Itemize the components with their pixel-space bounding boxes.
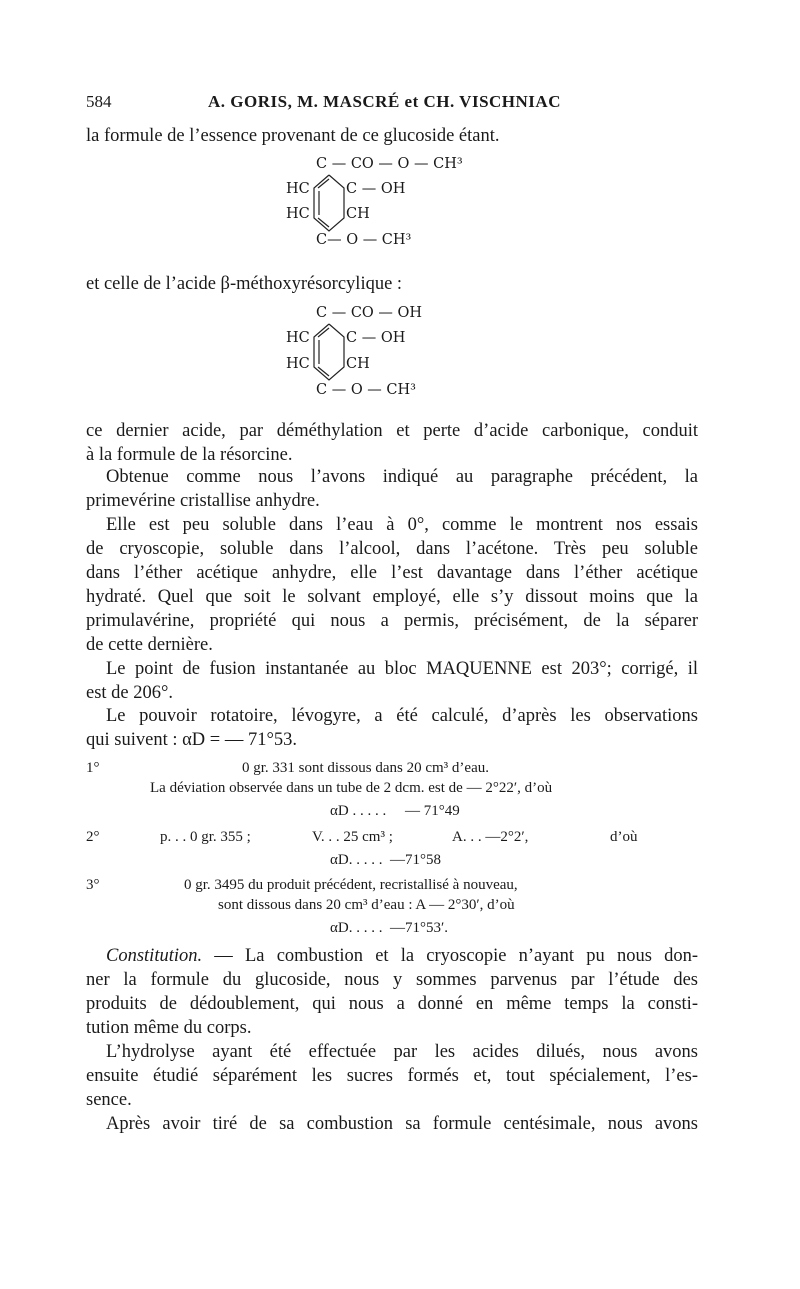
observation-number: 3° [86, 877, 100, 893]
paragraph-line: sence. [86, 1090, 132, 1110]
formula1-left-lower: HC [286, 206, 310, 222]
paragraph-line: qui suivent : αD = — 71°53. [86, 730, 297, 750]
observation-text: 0 gr. 331 sont dissous dans 20 cm³ d’eau. [242, 760, 489, 776]
observation-dou: d’où [610, 829, 638, 845]
paragraph-line: hydraté. Quel que soit le solvant employé, elle s’y dissout moins que la [86, 587, 698, 607]
paragraph-line: est de 206°. [86, 683, 174, 703]
observation-result: αD . . . . . — 71°49 [330, 803, 460, 819]
paragraph-line: ce dernier acide, par déméthylation et perte d’acide carbonique, conduit [86, 421, 698, 441]
paragraph-line: Après avoir tiré de sa combustion sa formule centésimale, nous avons [106, 1114, 698, 1134]
paragraph-line: — La combustion et la cryoscopie n’ayant pu nous don- [202, 946, 698, 966]
observation-number: 1° [86, 760, 100, 776]
page-number: 584 [86, 92, 112, 111]
constitution-label: Constitution. [106, 946, 203, 966]
observation-text: sont dissous dans 20 cm³ d’eau : A — 2°30′, d’où [218, 897, 515, 913]
constitution-first-line [106, 944, 698, 968]
intro-line: la formule de l’essence provenant de ce glucoside étant. [86, 126, 500, 146]
paragraph-line: primevérine cristallise anhydre. [86, 491, 320, 511]
formula1-bottom: C— O — CH³ [316, 232, 412, 248]
running-head-authors: A. GORIS, M. MASCRÉ et CH. VISCHNIAC [208, 92, 561, 111]
observation-p: p. . . 0 gr. 355 ; [160, 829, 251, 845]
acid-line: et celle de l’acide β-méthoxyrésorcylique : [86, 274, 403, 294]
benzene-ring-2 [310, 321, 348, 383]
formula2-left-lower: HC [286, 356, 310, 372]
formula1-right-upper: C — OH [346, 181, 406, 197]
formula2-bottom: C — O — CH³ [316, 382, 416, 398]
observation-v: V. . . 25 cm³ ; [312, 829, 393, 845]
paragraph-line: Obtenue comme nous l’avons indiqué au paragraphe précédent, la [106, 467, 698, 487]
paragraph-line: Elle est peu soluble dans l’eau à 0°, comme le montrent nos essais [106, 515, 698, 535]
observation-result: αD. . . . . —71°58 [330, 852, 441, 868]
paragraph-line: Le pouvoir rotatoire, lévogyre, a été calculé, d’après les observations [106, 706, 698, 726]
observation-text: La déviation observée dans un tube de 2 dcm. est de — 2°22′, d’où [150, 780, 553, 796]
paragraph-line: L’hydrolyse ayant été effectuée par les acides dilués, nous avons [106, 1042, 698, 1062]
observation-result: αD. . . . . —71°53′. [330, 920, 448, 936]
paragraph-line: dans l’éther acétique anhydre, elle l’est davantage dans l’éther acétique [86, 563, 698, 583]
paragraph-line: à la formule de la résorcine. [86, 445, 293, 465]
formula1-top: C — CO — O — CH³ [316, 156, 463, 172]
observation-text: 0 gr. 3495 du produit précédent, recristallisé à nouveau, [184, 877, 518, 893]
observation-a: A. . . —2°2′, [452, 829, 529, 845]
formula1-right-lower: CH [346, 206, 370, 222]
formula2-right-upper: C — OH [346, 330, 406, 346]
paragraph-line: de cryoscopie, soluble dans l’alcool, dans l’acétone. Très peu soluble [86, 539, 698, 559]
paragraph-line: de cette dernière. [86, 635, 213, 655]
formula2-top: C — CO — OH [316, 305, 423, 321]
observation-number: 2° [86, 829, 100, 845]
paragraph-line: primulavérine, propriété qui nous a permis, précisément, de la séparer [86, 611, 698, 631]
paragraph-line: ner la formule du glucoside, nous y sommes parvenus par l’étude des [86, 970, 698, 990]
formula2-left-upper: HC [286, 330, 310, 346]
paragraph-line: produits de dédoublement, qui nous a donné en même temps la consti- [86, 994, 698, 1014]
paragraph-line: Le point de fusion instantanée au bloc MAQUENNE est 203°; corrigé, il [106, 659, 698, 679]
paragraph-line: tution même du corps. [86, 1018, 252, 1038]
formula1-left-upper: HC [286, 181, 310, 197]
benzene-ring-1 [310, 172, 348, 234]
formula2-right-lower: CH [346, 356, 370, 372]
paragraph-line: ensuite étudié séparément les sucres formés et, tout spécialement, l’es- [86, 1066, 698, 1086]
